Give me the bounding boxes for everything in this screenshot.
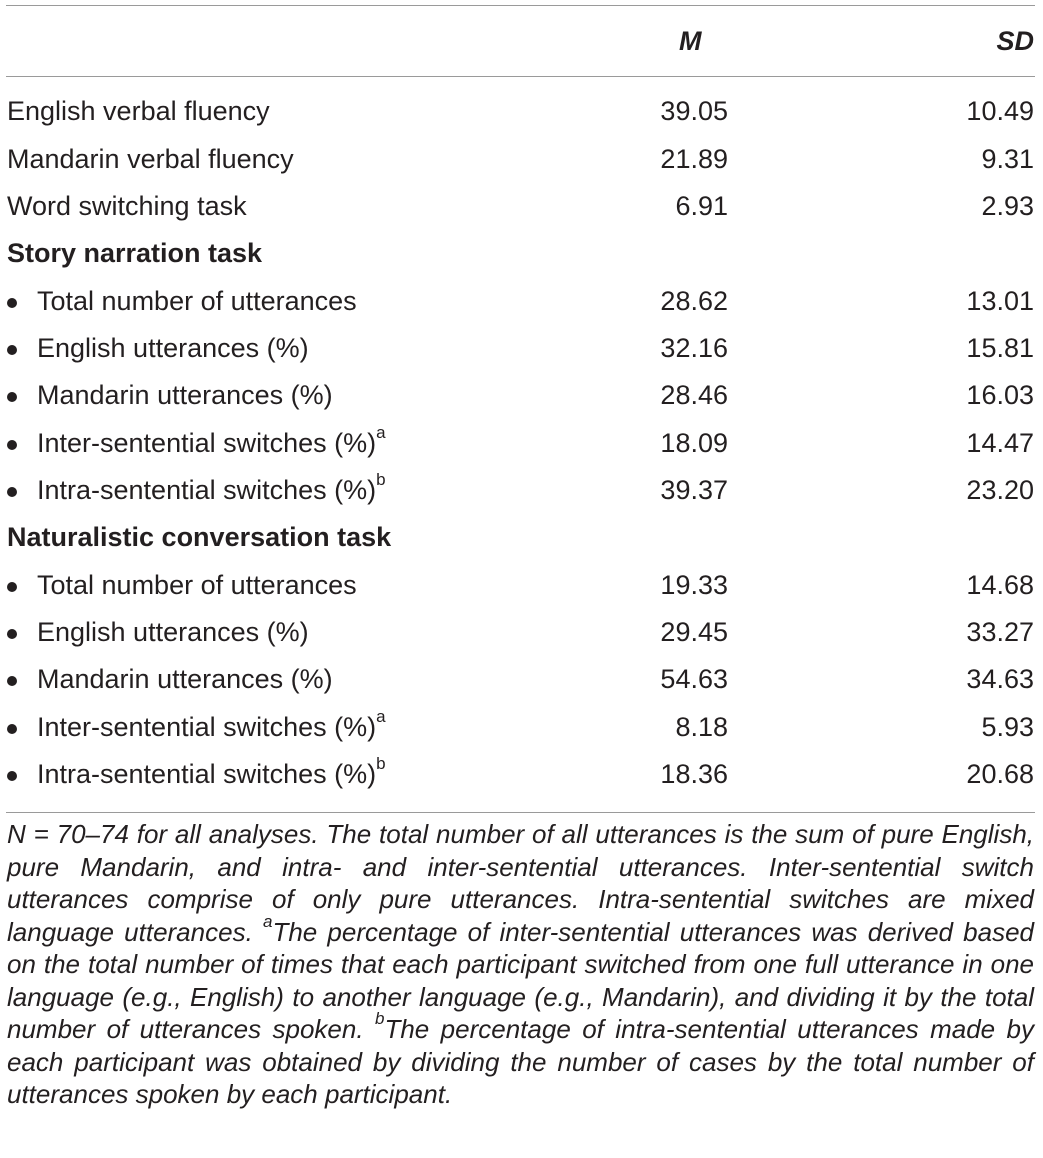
table-row — [0, 656, 1043, 703]
table-bottom-rule — [6, 812, 1035, 813]
table-row — [0, 751, 1043, 798]
row-label: Mandarin utterances (%) — [37, 380, 333, 410]
sd-value: 9.31 — [981, 144, 1034, 174]
mean-value: 32.16 — [660, 333, 728, 363]
sd-value: 33.27 — [966, 617, 1034, 647]
bullet-icon — [7, 298, 17, 308]
sd-value: 13.01 — [966, 286, 1034, 316]
footnote-marker: a — [376, 707, 386, 726]
table-row — [0, 467, 1043, 514]
table-row — [0, 136, 1043, 183]
section-label: Story narration task — [7, 238, 263, 268]
mean-value: 39.05 — [660, 96, 728, 126]
row-label: English utterances (%) — [37, 333, 309, 363]
sd-value: 14.68 — [966, 570, 1034, 600]
sd-value: 5.93 — [981, 712, 1034, 742]
mean-value: 8.18 — [675, 712, 728, 742]
sd-value: 23.20 — [966, 475, 1034, 505]
table-row — [0, 183, 1043, 230]
bullet-icon — [7, 392, 17, 402]
sd-value: 15.81 — [966, 333, 1034, 363]
table-row — [0, 278, 1043, 325]
section-heading — [0, 514, 1043, 561]
column-header-mean: M — [679, 26, 702, 56]
footnote-marker: a — [262, 911, 273, 931]
table-row — [0, 372, 1043, 419]
mean-value: 29.45 — [660, 617, 728, 647]
mean-value: 21.89 — [660, 144, 728, 174]
row-label: Intra-sentential switches (%)$^b$ — [37, 470, 386, 505]
bullet-icon — [7, 629, 17, 639]
row-label: Inter-sentential switches (%)$^a$ — [37, 707, 386, 742]
row-label: Mandarin utterances (%) — [37, 664, 333, 694]
mean-value: 28.62 — [660, 286, 728, 316]
section-label: Naturalistic conversation task — [7, 522, 392, 552]
row-label: Mandarin verbal fluency — [7, 144, 294, 174]
bullet-icon — [7, 771, 17, 781]
sd-value: 14.47 — [966, 428, 1034, 458]
row-label: Inter-sentential switches (%)$^a$ — [37, 423, 386, 458]
mean-value: 18.36 — [660, 759, 728, 789]
bullet-icon — [7, 440, 17, 450]
row-label: Intra-sentential switches (%)$^b$ — [37, 754, 386, 789]
sd-value: 10.49 — [966, 96, 1034, 126]
row-label: Total number of utterances — [37, 570, 357, 600]
bullet-icon — [7, 724, 17, 734]
mean-value: 19.33 — [660, 570, 728, 600]
row-label: English verbal fluency — [7, 96, 270, 126]
table-row — [0, 704, 1043, 751]
footnote-marker: b — [374, 1009, 385, 1029]
row-label: Total number of utterances — [37, 286, 357, 316]
column-header-sd: SD — [996, 26, 1034, 56]
footnote-marker: a — [376, 423, 386, 442]
table-row — [0, 562, 1043, 609]
footnote-marker: b — [376, 470, 386, 489]
bullet-icon — [7, 487, 17, 497]
table-top-rule — [6, 5, 1035, 6]
bullet-icon — [7, 582, 17, 592]
bullet-icon — [7, 676, 17, 686]
mean-value: 39.37 — [660, 475, 728, 505]
mean-value: 54.63 — [660, 664, 728, 694]
table-row — [0, 325, 1043, 372]
sd-value: 20.68 — [966, 759, 1034, 789]
table-row — [0, 609, 1043, 656]
table-footnote: N = 70–74 for all analyses. The total number of all utterances is the sum of pure English, pure Mandarin, and intra- and inter-sentential utterances. Inter-sentential switch utterances comprise of only pure utterances. Intra-sentential switches are mixed language utterances. $^a$The percentage of inter-sentential utterances was derived based on the total number of times that each participant switched from one full utterance in one language (e.g., English) to another language (e.g., Mandarin), and dividing it by the total number of utterances spoken. $^b$The percentage of intra-sentential utterances made by each participant was obtained by dividing the number of cases by the total number of utterances spoken by each participant. — [7, 819, 1034, 1109]
bullet-icon — [7, 345, 17, 355]
mean-value: 18.09 — [660, 428, 728, 458]
header-rule — [6, 76, 1035, 77]
row-label: Word switching task — [7, 191, 247, 221]
sd-value: 34.63 — [966, 664, 1034, 694]
mean-value: 28.46 — [660, 380, 728, 410]
sd-value: 16.03 — [966, 380, 1034, 410]
row-label: English utterances (%) — [37, 617, 309, 647]
footnote-marker: b — [376, 754, 386, 773]
table-row — [0, 420, 1043, 467]
sd-value: 2.93 — [981, 191, 1034, 221]
mean-value: 6.91 — [675, 191, 728, 221]
table-row — [0, 88, 1043, 135]
section-heading — [0, 230, 1043, 277]
